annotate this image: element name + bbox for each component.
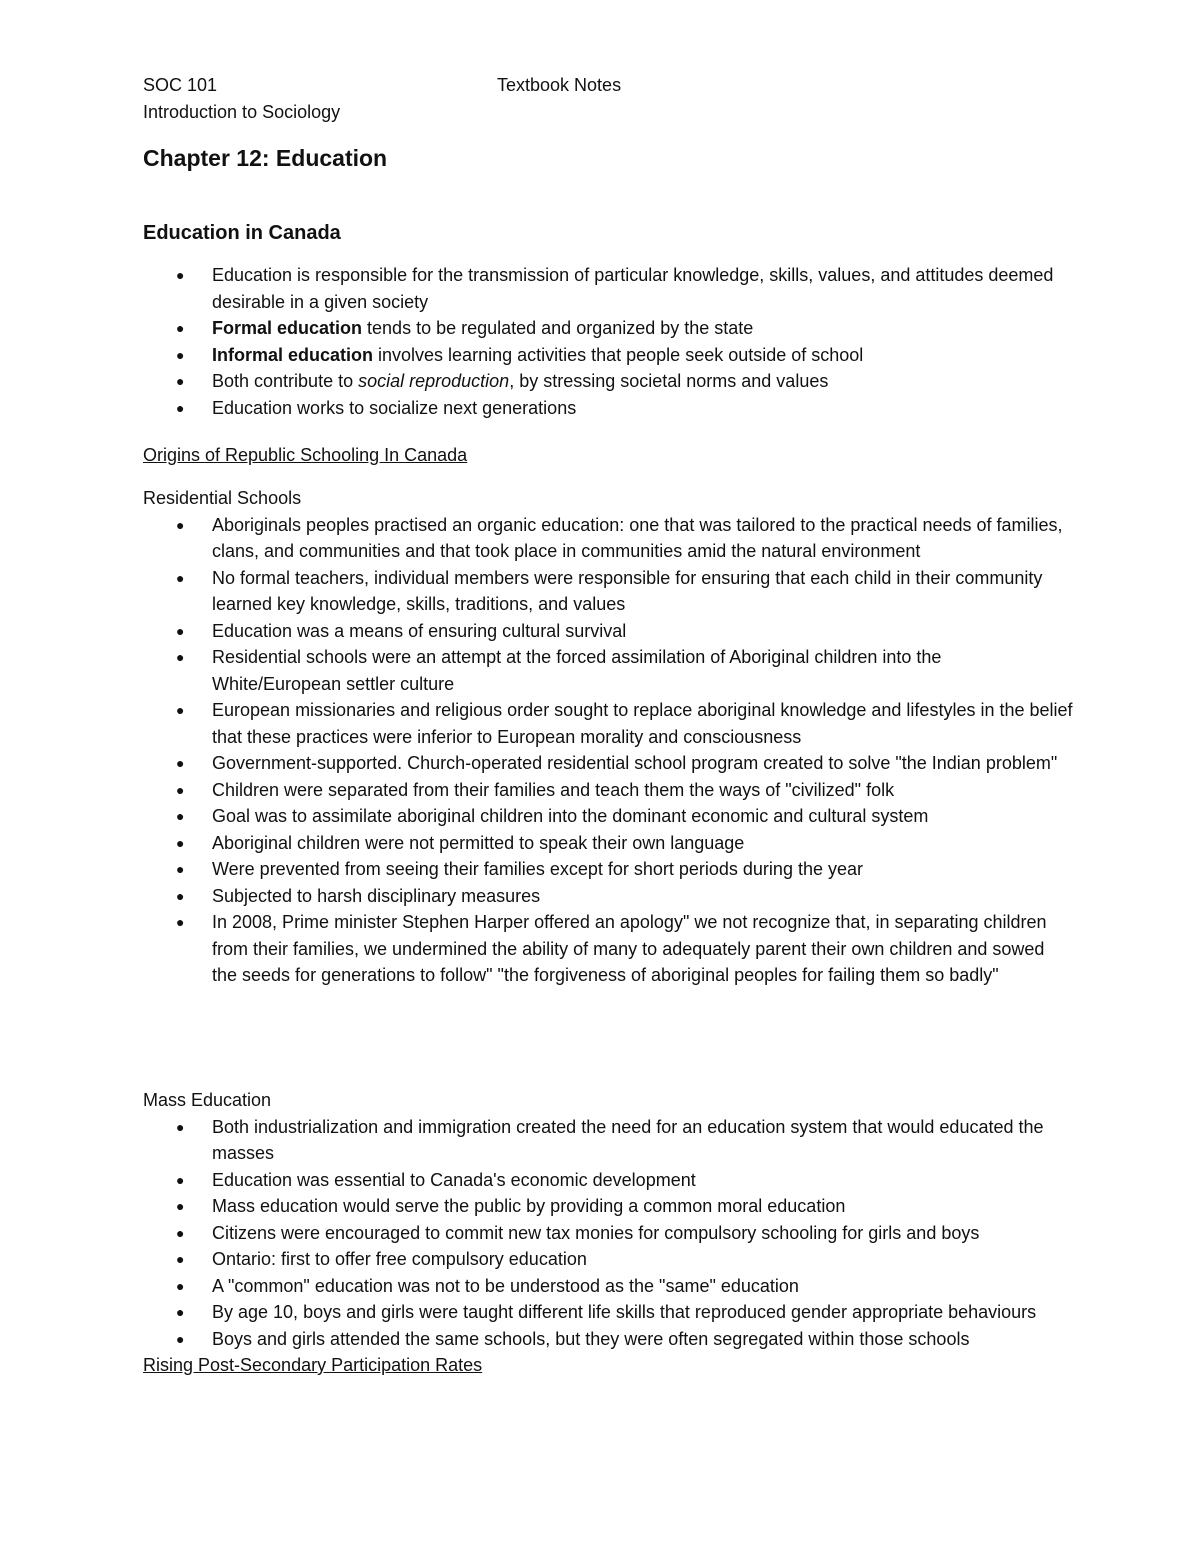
section-title: Education in Canada (143, 222, 341, 244)
list-item-text: tends to be regulated and organized by the state (362, 318, 754, 338)
residential-schools-heading: Residential Schools (143, 488, 302, 508)
list-item (143, 342, 1073, 369)
doc-type: Textbook Notes (497, 75, 622, 95)
list-item-text: Education was essential to Canada's economic development (212, 1169, 696, 1190)
list-item-text: Education was a means of ensuring cultural survival (212, 620, 627, 641)
residential-schools-block (143, 485, 1073, 989)
list-item (143, 750, 1073, 777)
list-item-text: Aboriginals peoples practised an organic education: one that was tailored to the practical needs of families, clans, and communities and that took place in communities amid the natural environment (212, 514, 1063, 561)
list-item (143, 1193, 1073, 1220)
rising-participation-heading: Rising Post-Secondary Participation Rates (143, 1355, 483, 1375)
list-item (143, 1273, 1073, 1300)
header-left (143, 72, 340, 126)
bullet-icon: ● (176, 1171, 185, 1188)
list-item (143, 1299, 1073, 1326)
list-item-text: Mass education would serve the public by providing a common moral education (212, 1196, 846, 1216)
bullet-icon: ● (176, 1277, 185, 1294)
course-code: SOC 101 (143, 75, 218, 95)
bullet-icon: ● (176, 320, 185, 336)
bullet-icon: ● (176, 649, 185, 665)
list-item-text: Education is responsible for the transmission of particular knowledge, skills, values, and attitudes deemed desirable in a given society (212, 265, 1054, 312)
course-name: Introduction to Sociology (143, 102, 341, 122)
education-in-canada-list-block (143, 262, 1073, 421)
list-item (143, 830, 1073, 857)
list-item-text: Children were separated from their families and teach them the ways of "civilized" folk (212, 779, 895, 800)
list-item-text: Goal was to assimilate aboriginal children into the dominant economic and cultural system (212, 806, 929, 826)
list-item (143, 644, 1073, 697)
mass-education-block (143, 1087, 1073, 1379)
list-item-text: Both contribute to (212, 371, 359, 391)
mass-education-list (143, 1114, 1073, 1353)
bullet-icon: ● (176, 781, 185, 798)
list-item (143, 909, 1073, 989)
list-item (143, 1220, 1073, 1247)
bullet-icon: ● (176, 516, 185, 533)
list-item-text: Subjected to harsh disciplinary measures (212, 885, 541, 906)
list-item-text: Were prevented from seeing their families except for short periods during the year (212, 859, 863, 879)
list-item (143, 1246, 1073, 1273)
bullet-icon: ● (176, 808, 185, 824)
bullet-icon: ● (176, 834, 185, 851)
bullet-icon: ● (176, 1251, 185, 1267)
bold-term: Formal education (212, 318, 363, 338)
bullet-icon: ● (176, 1304, 185, 1320)
list-item (143, 315, 1073, 342)
list-item (143, 883, 1073, 910)
bullet-icon: ● (176, 702, 185, 718)
list-item (143, 262, 1073, 315)
italic-term: social reproduction (358, 371, 510, 391)
origins-heading: Origins of Republic Schooling In Canada (143, 445, 468, 465)
list-item (143, 803, 1073, 830)
list-item-text: , by stressing societal norms and values (509, 371, 829, 391)
list-item (143, 565, 1073, 618)
list-item-text: Ontario: first to offer free compulsory education (212, 1249, 587, 1269)
bullet-icon: ● (176, 1330, 185, 1347)
list-item-text: Citizens were encouraged to commit new tax monies for compulsory schooling for girls and boys (212, 1222, 980, 1243)
mass-education-heading: Mass Education (143, 1090, 272, 1110)
bullet-icon: ● (176, 267, 185, 283)
list-item-text: Aboriginal children were not permitted to speak their own language (212, 832, 745, 853)
list-item (143, 697, 1073, 750)
list-item (143, 368, 1073, 395)
list-item-text: involves learning activities that people seek outside of school (373, 344, 864, 365)
list-item-text: Government-supported. Church-operated residential school program created to solve "the Indian problem" (212, 753, 1058, 773)
list-item-text: Residential schools were an attempt at the forced assimilation of Aboriginal children into the White/European settler culture (212, 647, 942, 694)
residential-schools-list (143, 512, 1073, 989)
list-item-text: By age 10, boys and girls were taught different life skills that reproduced gender appropriate behaviours (212, 1302, 1037, 1322)
list-item (143, 1167, 1073, 1194)
bullet-icon: ● (176, 346, 185, 363)
list-item-text: Boys and girls attended the same schools, but they were often segregated within those schools (212, 1328, 970, 1349)
chapter-title: Chapter 12: Education (143, 145, 388, 171)
list-item (143, 856, 1073, 883)
list-item-text: Education works to socialize next generations (212, 397, 577, 418)
bullet-icon: ● (176, 1198, 185, 1214)
bullet-icon: ● (176, 755, 185, 771)
bullet-icon: ● (176, 1118, 185, 1135)
list-item-text: A "common" education was not to be understood as the "same" education (212, 1275, 799, 1296)
bullet-icon: ● (176, 887, 185, 904)
bullet-icon: ● (176, 1224, 185, 1241)
list-item (143, 1114, 1073, 1167)
list-item (143, 395, 1073, 422)
list-item-text: In 2008, Prime minister Stephen Harper offered an apology" we not recognize that, in separating children from their families, we undermined the ability of many to adequately parent their own children and sowed the seeds for generations to follow" "the forgiveness of aboriginal peoples for failing them so badly" (212, 912, 1047, 985)
bullet-icon: ● (176, 373, 185, 389)
list-item (143, 777, 1073, 804)
bullet-icon: ● (176, 622, 185, 639)
bold-term: Informal education (212, 344, 374, 365)
bullet-icon: ● (176, 861, 185, 877)
list-item-text: Both industrialization and immigration created the need for an education system that would educated the masses (212, 1116, 1044, 1163)
education-in-canada-list (143, 262, 1073, 421)
list-item (143, 618, 1073, 645)
list-item (143, 1326, 1073, 1353)
list-item-text: No formal teachers, individual members were responsible for ensuring that each child in their community learned key knowledge, skills, traditions, and values (212, 567, 1043, 614)
bullet-icon: ● (176, 569, 185, 586)
bullet-icon: ● (176, 914, 185, 930)
list-item (143, 512, 1073, 565)
bullet-icon: ● (176, 399, 185, 416)
list-item-text: European missionaries and religious order sought to replace aboriginal knowledge and lifestyles in the belief that these practices were inferior to European morality and consciousness (212, 700, 1073, 747)
